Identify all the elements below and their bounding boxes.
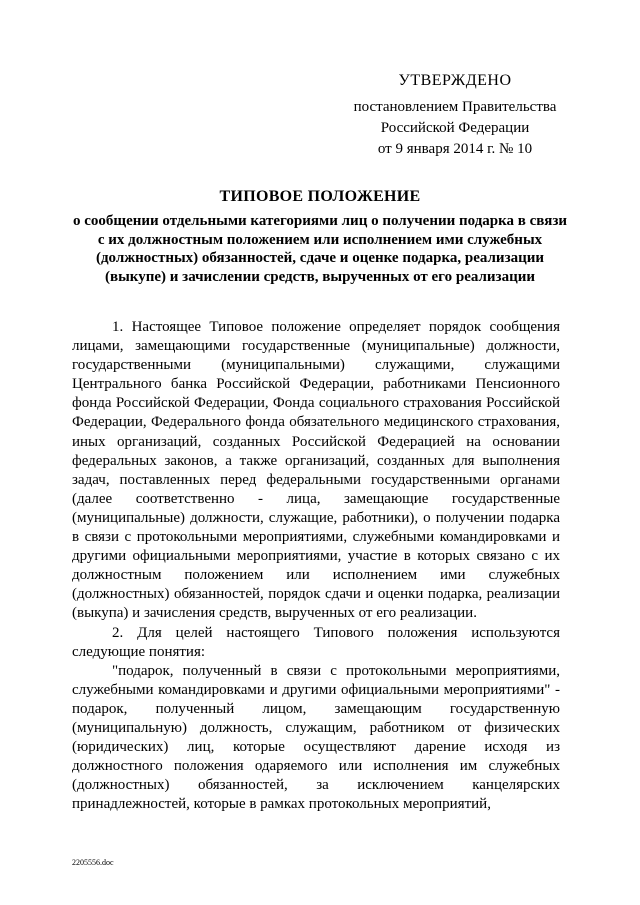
paragraph-3: "подарок, полученный в связи с протокольными мероприятиями, служебными командировками и другими официальными мероприятиями" - подарок, полученный лицом, замещающим государственную (муниципальную) должность, служащим, работником от физических (юридических) лиц, которые осуществляют дарение исходя из должностного положения одаряемого или исполнения им служебных (должностных) обязанностей, за исключением канцелярских принадлежностей, которые в рамках протокольных мероприятий, [72, 662, 560, 813]
document-title-block [70, 188, 570, 286]
paragraph-2: 2. Для целей настоящего Типового положения используются следующие понятия: [72, 624, 560, 660]
approval-line-1: постановлением Правительства [353, 99, 557, 115]
approval-heading: УТВЕРЖДЕНО [398, 72, 512, 89]
approval-stamp [340, 70, 570, 160]
approval-line-2: Российской Федерации [380, 120, 530, 136]
document-subtitle: о сообщении отдельными категориями лиц о получении подарка в связи с их должностным положением или исполнением ими служебных (должностных) обязанностей, сдаче и оценке подарка, реализации (выкупе) и зачислении средств, вырученных от его реализации [73, 213, 567, 285]
paragraph-1: 1. Настоящее Типовое положение определяет порядок сообщения лицами, замещающими государственные (муниципальные) должности, государственными (муниципальными) служащими, служащими Центрального банка Российской Федерации, работниками Пенсионного фонда Российской Федерации, Фонда социального страхования Российской Федерации, Федерального фонда обязательного медицинского страхования, иных организаций, созданных Российской Федерацией на основании федеральных законов, а также организаций, созданных для выполнения задач, поставленных перед федеральными государственными органами (далее соответственно - лица, замещающие государственные (муниципальные) должности, служащие, работники), о получении подарка в связи с протокольными мероприятиями, служебными командировками и другими официальными мероприятиями, участие в которых связано с их должностным положением или исполнением ими служебных (должностных) обязанностей, порядок сдачи и оценки подарка, реализации (выкупа) и зачисления средств, вырученных от его реализации. [72, 319, 560, 622]
document-body [72, 318, 560, 814]
document-title: ТИПОВОЕ ПОЛОЖЕНИЕ [219, 188, 421, 205]
approval-line-3: от 9 января 2014 г. № 10 [377, 141, 533, 157]
file-name-footer: 2205556.doc [72, 858, 114, 867]
